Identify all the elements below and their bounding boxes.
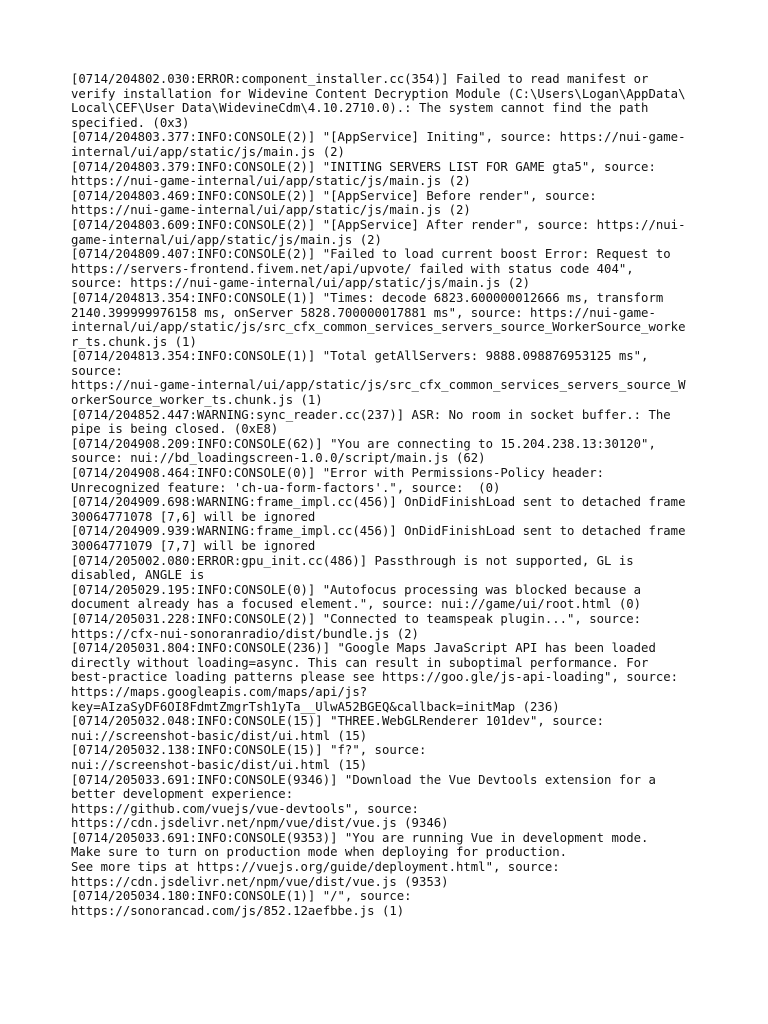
log-line: [0714/205034.180:INFO:CONSOLE(1)] "/", source:	[71, 889, 412, 904]
log-line: [0714/205033.691:INFO:CONSOLE(9346)] "Download the Vue Devtools extension for a	[71, 772, 656, 787]
log-line: [0714/205029.195:INFO:CONSOLE(0)] "Autofocus processing was blocked because a	[71, 582, 642, 597]
log-line: best-practice loading patterns please see https://goo.gle/js-api-loading", source:	[71, 670, 679, 685]
log-line: https://cfx-nui-sonoranradio/dist/bundle.js (2)	[71, 626, 419, 641]
log-line: [0714/204803.609:INFO:CONSOLE(2)] "[AppService] After render", source: https://nui-	[71, 217, 686, 232]
log-line: internal/ui/app/static/js/main.js (2)	[71, 144, 345, 159]
log-line: nui://screenshot-basic/dist/ui.html (15)	[71, 728, 368, 743]
log-line: https://nui-game-internal/ui/app/static/js/main.js (2)	[71, 174, 471, 189]
log-line: 2140.399999976158 ms, onServer 5828.700000017881 ms", source: https://nui-game-	[71, 305, 656, 320]
log-line: [0714/204809.407:INFO:CONSOLE(2)] "Failed to load current boost Error: Request to	[71, 247, 671, 262]
log-line: https://cdn.jsdelivr.net/npm/vue/dist/vue.js (9353)	[71, 874, 449, 889]
log-line: Make sure to turn on production mode when deploying for production.	[71, 845, 568, 860]
log-line: verify installation for Widevine Content Decryption Module (C:\Users\Logan\AppData\	[71, 86, 686, 101]
log-line: See more tips at https://vuejs.org/guide/deployment.html", source:	[71, 860, 560, 875]
log-line: [0714/205033.691:INFO:CONSOLE(9353)] "You are running Vue in development mode.	[71, 830, 649, 845]
log-line: https://servers-frontend.fivem.net/api/upvote/ failed with status code 404",	[71, 261, 634, 276]
log-line: [0714/204909.698:WARNING:frame_impl.cc(456)] OnDidFinishLoad sent to detached frame	[71, 495, 686, 510]
log-line: internal/ui/app/static/js/src_cfx_common_services_servers_source_WorkerSource_worke	[71, 320, 686, 335]
log-line: https://sonorancad.com/js/852.12aefbbe.js (1)	[71, 903, 405, 918]
log-line: document already has a focused element.", source: nui://game/ui/root.html (0)	[71, 597, 642, 612]
log-line: [0714/204803.377:INFO:CONSOLE(2)] "[AppService] Initing", source: https://nui-game-	[71, 130, 686, 145]
log-line: nui://screenshot-basic/dist/ui.html (15)	[71, 757, 368, 772]
log-line: Local\CEF\User Data\WidevineCdm\4.10.2710.0).: The system cannot find the path	[71, 101, 649, 116]
log-line: [0714/204813.354:INFO:CONSOLE(1)] "Times: decode 6823.600000012666 ms, transform	[71, 290, 664, 305]
log-line: https://nui-game-internal/ui/app/static/js/main.js (2)	[71, 203, 471, 218]
log-line: [0714/204909.939:WARNING:frame_impl.cc(456)] OnDidFinishLoad sent to detached frame	[71, 524, 686, 539]
log-line: https://maps.googleapis.com/maps/api/js?	[71, 684, 368, 699]
log-line: better development experience:	[71, 787, 294, 802]
log-line: [0714/205002.080:ERROR:gpu_init.cc(486)] Passthrough is not supported, GL is	[71, 553, 634, 568]
log-line: disabled, ANGLE is	[71, 568, 205, 583]
log-line: https://github.com/vuejs/vue-devtools", source:	[71, 801, 419, 816]
log-line: 30064771079 [7,7] will be ignored	[71, 539, 316, 553]
log-line: [0714/204908.464:INFO:CONSOLE(0)] "Error with Permissions-Policy header:	[71, 466, 605, 481]
log-line: 30064771078 [7,6] will be ignored	[71, 509, 316, 524]
log-line: source:	[71, 363, 123, 378]
log-line: [0714/204803.469:INFO:CONSOLE(2)] "[AppService] Before render", source:	[71, 188, 597, 203]
log-line: [0714/204803.379:INFO:CONSOLE(2)] "INITING SERVERS LIST FOR GAME gta5", source:	[71, 159, 656, 174]
log-line: Unrecognized feature: 'ch-ua-form-factors'.", source: (0)	[71, 480, 501, 495]
log-line: r_ts.chunk.js (1)	[71, 334, 197, 349]
log-line: directly without loading=async. This can result in suboptimal performance. For	[71, 655, 649, 670]
log-line: key=AIzaSyDF6OI8FdmtZmgrTsh1yTa__UlwA52BGEQ&callback=initMap (236)	[71, 699, 560, 714]
log-line: source: https://nui-game-internal/ui/app/static/js/main.js (2)	[71, 276, 531, 291]
log-line: [0714/205031.228:INFO:CONSOLE(2)] "Connected to teamspeak plugin...", source:	[71, 611, 642, 626]
log-line: specified. (0x3)	[71, 115, 190, 130]
log-line: [0714/205031.804:INFO:CONSOLE(236)] "Google Maps JavaScript API has been loaded	[71, 641, 656, 656]
log-line: [0714/204852.447:WARNING:sync_reader.cc(237)] ASR: No room in socket buffer.: The	[71, 407, 671, 422]
log-line: [0714/205032.138:INFO:CONSOLE(15)] "f?", source:	[71, 743, 427, 758]
log-line: pipe is being closed. (0xE8)	[71, 422, 279, 437]
log-line: source: nui://bd_loadingscreen-1.0.0/script/main.js (62)	[71, 451, 486, 466]
log-line: game-internal/ui/app/static/js/main.js (2)	[71, 232, 382, 247]
log-line: orkerSource_worker_ts.chunk.js (1)	[71, 393, 323, 408]
log-line: [0714/204802.030:ERROR:component_installer.cc(354)] Failed to read manifest or	[71, 72, 649, 86]
log-line: [0714/204908.209:INFO:CONSOLE(62)] "You are connecting to 15.204.238.13:30120",	[71, 436, 656, 451]
log-document	[71, 72, 701, 918]
log-line: [0714/205032.048:INFO:CONSOLE(15)] "THREE.WebGLRenderer 101dev", source:	[71, 714, 605, 729]
log-line: https://nui-game-internal/ui/app/static/js/src_cfx_common_services_servers_source_W	[71, 378, 686, 393]
log-line: https://cdn.jsdelivr.net/npm/vue/dist/vue.js (9346)	[71, 816, 449, 831]
log-line: [0714/204813.354:INFO:CONSOLE(1)] "Total getAllServers: 9888.098876953125 ms",	[71, 349, 649, 364]
